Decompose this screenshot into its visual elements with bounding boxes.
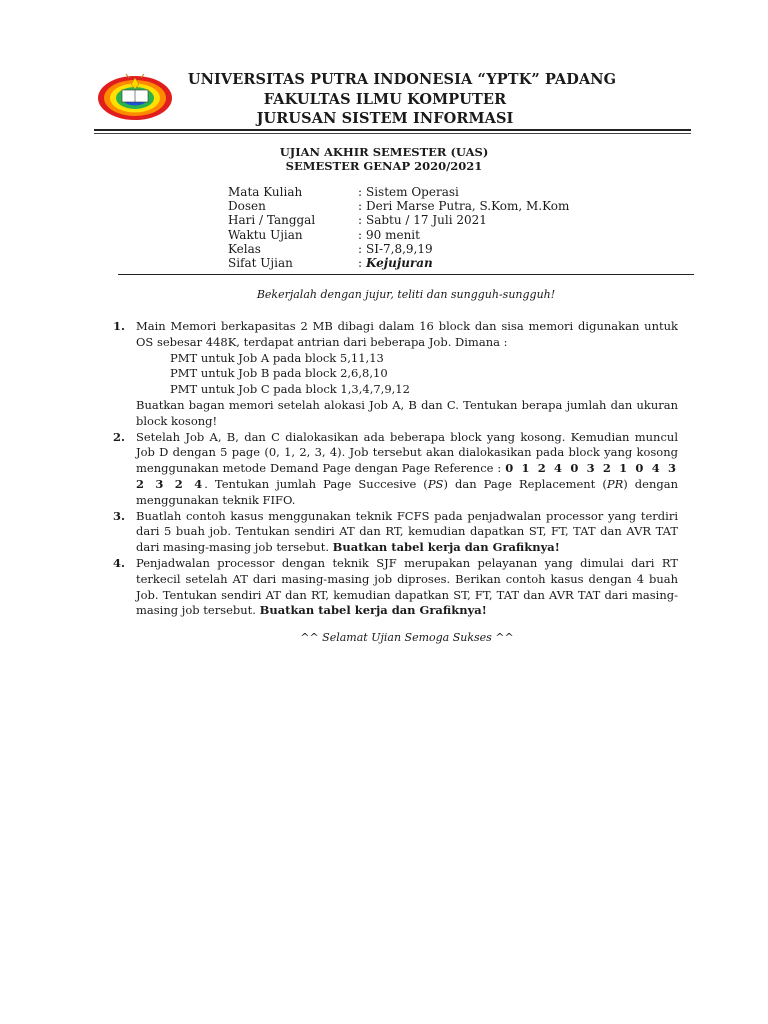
info-separator: : bbox=[358, 185, 363, 199]
question-text bbox=[136, 430, 678, 509]
ps-term: PS bbox=[427, 476, 444, 491]
question-text-part: Buatlah contoh kasus menggunakan teknik FCFS pada penjadwalan processor yang terdiri dari 5 buah job. Tentukan sendiri AT dan RT, kemudian dapatkan ST, FT, TAT dan AVR TAT dari masing-masing job tersebut. bbox=[136, 508, 678, 555]
motto: Bekerjalah dengan jujur, teliti dan sungguh-sungguh! bbox=[256, 288, 556, 301]
question-text-part: Setelah Job A, B, dan C dialokasikan ada beberapa block yang kosong. Kemudian muncul Job D dengan 5 page (0, 1, 2, 3, 4). Job tersebut akan dialokasikan pada block yang kosong menggunakan metode Demand Page dengan Page Reference : bbox=[136, 429, 678, 476]
info-label: Kelas bbox=[228, 241, 261, 256]
info-value: Kejujuran bbox=[366, 256, 433, 271]
question-text-part: Penjadwalan processor dengan teknik SJF merupakan pelayanan yang dimulai dari RT terkecil setelah AT dari masing-masing job diproses. Berikan contoh kasus dengan 4 buah Job. Tentukan sendiri AT dan RT, kemudian dapatkan ST, FT, TAT dan AVR TAT dari masing-masing job tersebut. bbox=[136, 555, 678, 618]
question-1 bbox=[113, 319, 678, 430]
question-4 bbox=[113, 556, 678, 619]
info-separator: : bbox=[358, 227, 363, 242]
info-label: Dosen bbox=[228, 199, 266, 214]
question-number: 4. bbox=[113, 555, 126, 570]
info-value: Sabtu / 17 Juli 2021 bbox=[366, 213, 487, 228]
closing-message: ^^ Selamat Ujian Semoga Sukses ^^ bbox=[300, 631, 514, 644]
question-text bbox=[136, 509, 678, 556]
exam-info-table bbox=[228, 185, 569, 270]
question-2 bbox=[113, 430, 678, 509]
question-number: 1. bbox=[113, 319, 126, 333]
exam-title: UJIAN AKHIR SEMESTER (UAS) bbox=[279, 145, 489, 159]
info-row-nature bbox=[228, 256, 569, 270]
info-separator: : bbox=[358, 256, 363, 271]
pmt-line: PMT untuk Job C pada block 1,3,4,7,9,12 bbox=[170, 382, 410, 397]
question-text: Main Memori berkapasitas 2 MB dibagi dalam 16 block dan sisa memori digunakan untuk OS sebesar 448K, terdapat antrian dari beberapa Job. Dimana : bbox=[136, 319, 678, 349]
info-divider bbox=[118, 274, 694, 275]
info-value: 90 menit bbox=[366, 227, 420, 242]
pr-term: PR bbox=[606, 476, 624, 491]
pmt-line: PMT untuk Job B pada block 2,6,8,10 bbox=[170, 366, 388, 381]
question-number: 3. bbox=[113, 508, 126, 523]
info-row-date bbox=[228, 213, 569, 227]
info-separator: : bbox=[358, 213, 363, 228]
info-value: SI-7,8,9,19 bbox=[366, 241, 433, 256]
question-3 bbox=[113, 509, 678, 556]
info-row-class bbox=[228, 242, 569, 256]
info-row-course bbox=[228, 185, 569, 199]
question-text bbox=[136, 556, 678, 619]
info-label: Sifat Ujian bbox=[228, 256, 293, 271]
question-text-part: ) dan Page Replacement ( bbox=[443, 476, 607, 491]
question-number: 2. bbox=[113, 429, 126, 444]
header-divider bbox=[94, 129, 691, 131]
info-row-lecturer bbox=[228, 199, 569, 213]
department-name: JURUSAN SISTEM INFORMASI bbox=[256, 110, 514, 127]
question-instruction-bold: Buatkan tabel kerja dan Grafiknya! bbox=[332, 540, 560, 555]
info-row-duration bbox=[228, 228, 569, 242]
question-instruction: Buatkan bagan memori setelah alokasi Job A, B dan C. Tentukan berapa jumlah dan ukuran block kosong! bbox=[136, 397, 678, 428]
info-label: Waktu Ujian bbox=[228, 227, 303, 242]
info-label: Mata Kuliah bbox=[228, 185, 303, 199]
university-logo-icon bbox=[96, 68, 174, 124]
info-separator: : bbox=[358, 241, 363, 256]
faculty-name: FAKULTAS ILMU KOMPUTER bbox=[263, 91, 507, 108]
university-name: UNIVERSITAS PUTRA INDONESIA “YPTK” PADANG bbox=[187, 71, 617, 88]
page-reference-string: 0 1 2 4 0 3 2 1 0 4 3 2 3 2 4 bbox=[136, 461, 678, 491]
question-text-part: ) dengan menggunakan teknik FIFO. bbox=[136, 476, 678, 507]
exam-semester: SEMESTER GENAP 2020/2021 bbox=[285, 159, 483, 173]
info-value: Sistem Operasi bbox=[366, 185, 459, 199]
question-text-part: . Tentukan jumlah Page Succesive ( bbox=[204, 476, 428, 491]
info-label: Hari / Tanggal bbox=[228, 213, 316, 228]
pmt-line: PMT untuk Job A pada block 5,11,13 bbox=[170, 350, 384, 365]
info-value: Deri Marse Putra, S.Kom, M.Kom bbox=[366, 199, 570, 214]
info-separator: : bbox=[358, 199, 363, 214]
question-list bbox=[113, 319, 678, 619]
header-divider-thin bbox=[94, 133, 691, 134]
question-instruction-bold: Buatkan tabel kerja dan Grafiknya! bbox=[259, 603, 487, 618]
